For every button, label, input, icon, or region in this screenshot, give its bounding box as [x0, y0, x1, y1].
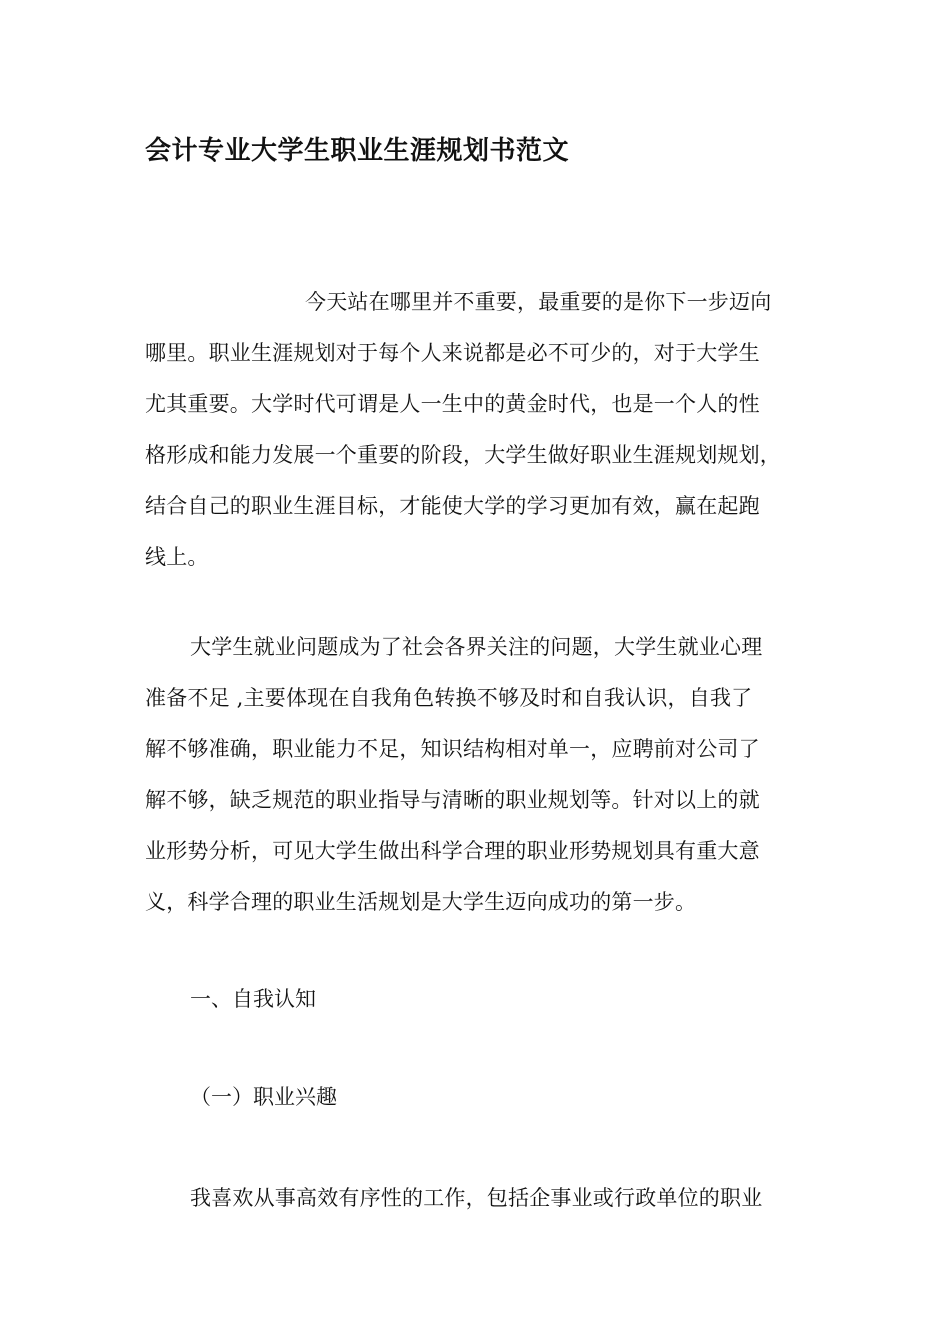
intro-paragraph: [145, 277, 825, 583]
paragraph-line: 义，科学合理的职业生活规划是大学生迈向成功的第一步。: [145, 890, 697, 914]
subsection-heading: （一）职业兴趣: [190, 1085, 337, 1109]
paragraph-line: 解不够，缺乏规范的职业指导与清晰的职业规划等。针对以上的就: [145, 788, 760, 812]
paragraph-line: 哪里。职业生涯规划对于每个人来说都是必不可少的，对于大学生: [145, 341, 760, 365]
paragraph-line: 尤其重要。大学时代可谓是人一生中的黄金时代，也是一个人的性: [145, 392, 760, 416]
paragraph-line: 结合自己的职业生涯目标，才能使大学的学习更加有效，赢在起跑: [145, 494, 760, 518]
paragraph-line: 准备不足 ,主要体现在自我角色转换不够及时和自我认识，自我了: [145, 686, 753, 710]
paragraph-line: 格形成和能力发展一个重要的阶段，大学生做好职业生涯规划规划，: [145, 443, 781, 467]
document-title: 会计专业大学生职业生涯规划书范文: [145, 136, 570, 166]
paragraph-line: 业形势分析，可见大学生做出科学合理的职业形势规划具有重大意: [145, 839, 760, 863]
third-paragraph: [145, 1173, 825, 1224]
paragraph-line: 今天站在哪里并不重要，最重要的是你下一步迈向: [305, 290, 772, 314]
section-heading: 一、自我认知: [190, 987, 316, 1011]
second-paragraph: [145, 622, 825, 928]
paragraph-line: 我喜欢从事高效有序性的工作，包括企事业或行政单位的职业: [190, 1186, 763, 1210]
paragraph-line: 解不够准确，职业能力不足，知识结构相对单一，应聘前对公司了: [145, 737, 760, 761]
paragraph-line: 大学生就业问题成为了社会各界关注的问题，大学生就业心理: [190, 635, 763, 659]
paragraph-line: 线上。: [145, 545, 209, 569]
